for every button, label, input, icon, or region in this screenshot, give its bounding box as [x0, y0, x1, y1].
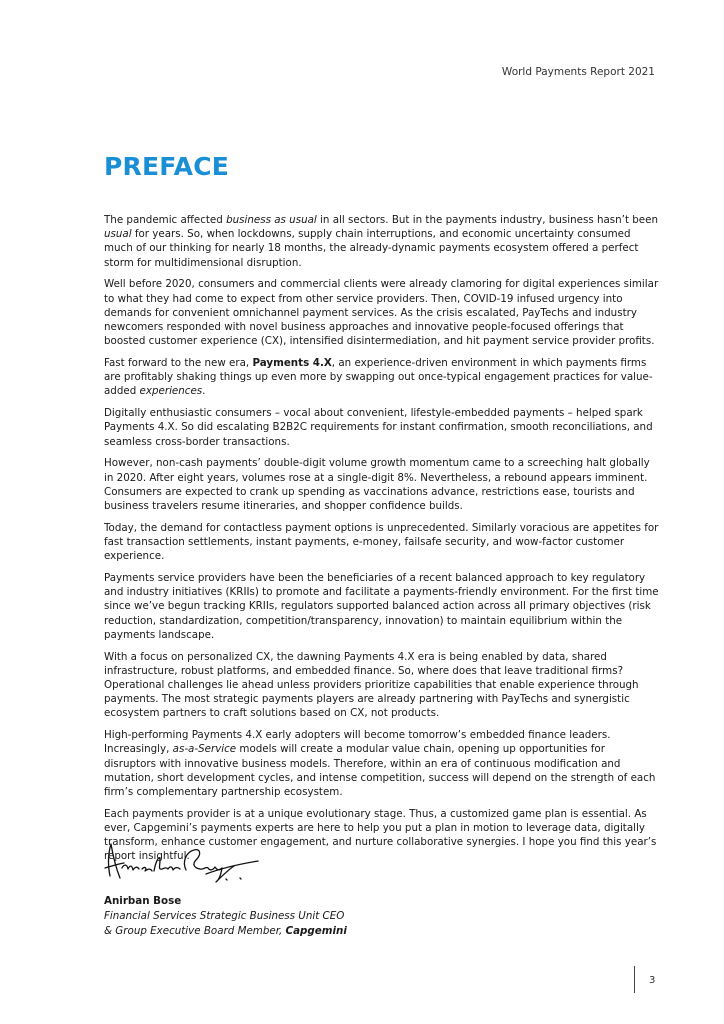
author-company: Capgemini — [285, 925, 347, 937]
p9-emphasis-as-a-service: as-a-Service — [172, 743, 237, 756]
p3-text-c: , an experience-driven environment in which payments firms are profitably shaking things up even more by swapping out once-typical engagement practices for value-added — [104, 357, 653, 398]
signature — [102, 838, 262, 890]
p1-emphasis-usual: usual — [104, 228, 132, 241]
author-name: Anirban Bose — [104, 895, 182, 907]
paragraph-3 — [104, 356, 660, 399]
preface-body — [104, 213, 660, 871]
p9-text-a: High-performing Payments 4.X early adopters will become tomorrow’s embedded finance leaders. Increasingly, — [104, 729, 611, 756]
paragraph-1 — [104, 213, 660, 270]
paragraph-7: Payments service providers have been the beneficiaries of a recent balanced approach to key regulatory and industry initiatives (KRIIs) to promote and facilitate a payments-friendly environment. For the first time since we’ve begun tracking KRIIs, regulators supported balanced action across all primary objectives (risk reduction, standardization, competition/transparency, innovation) to maintain equilibrium within the payments landscape. — [104, 572, 659, 641]
paragraph-2: Well before 2020, consumers and commercial clients were already clamoring for digital experiences similar to what they had come to expect from other service providers. Then, COVID-19 infused urgency into demands for convenient omnichannel payment services. As the crisis escalated, PayTechs and industry newcomers responded with novel business approaches and innovative people-focused offerings that boosted customer experience (CX), intensified disintermediation, and hit payment service provider profits. — [104, 278, 659, 348]
paragraph-6: Today, the demand for contactless payment options is unprecedented. Similarly voracious are appetites for fast transaction settlements, instant payments, e-money, failsafe security, and wow-factor customer experience. — [104, 521, 659, 563]
page-number: 3 — [649, 975, 656, 986]
paragraph-4: Digitally enthusiastic consumers – vocal about convenient, lifestyle-embedded payments – helped spark Payments 4.X. So did escalating B2B2C requirements for instant confirmation, smooth reconciliations, and seamless cross-border transactions. — [104, 407, 653, 448]
p3-text-e: . — [202, 385, 206, 398]
author-role-prefix: & Group Executive Board Member, — [104, 925, 286, 937]
p9-text-c: models will create a modular value chain, opening up opportunities for disruptors with innovative business models. Therefore, within an era of continuous modification and mutation, short development cycles, and intense competition, success will depend on the strength of each firm’s complementary partnership ecosystem. — [104, 743, 656, 799]
author-block — [104, 894, 347, 939]
paragraph-9 — [104, 728, 660, 799]
p3-text-a: Fast forward to the new era, — [104, 357, 253, 370]
paragraph-8: With a focus on personalized CX, the dawning Payments 4.X era is being enabled by data, shared infrastructure, robust platforms, and embedded finance. So, where does that leave traditional firms? Operational challenges lie ahead unless providers prioritize capabilities that enable experience through payments. The most strategic payments players are already partnering with PayTechs and synergistic ecosystem partners to craft solutions based on CX, not products. — [104, 650, 639, 720]
p1-text-e: for years. So, when lockdowns, supply chain interruptions, and economic uncertainty consumed much of our thinking for nearly 18 months, the already-dynamic payments ecosystem offered a perfect storm for multidimensional disruption. — [104, 228, 639, 269]
paragraph-10: Each payments provider is at a unique evolutionary stage. Thus, a customized game plan is essential. As ever, Capgemini’s payments experts are here to help you put a plan in motion to leverage data, digitally transform, enhance customer engagement, and nurture collaborative synergies. I hope you find this year’s report insightful. — [104, 807, 657, 863]
footer-divider — [634, 966, 635, 993]
p1-text-c: in all sectors. But in the payments industry, business hasn’t been — [316, 214, 659, 226]
p3-bold-payments-4x: Payments 4.X — [252, 357, 332, 370]
author-role-line-1: Financial Services Strategic Business Unit CEO — [104, 910, 345, 922]
paragraph-5: However, non-cash payments’ double-digit volume growth momentum came to a screeching halt globally in 2020. After eight years, volumes rose at a single-digit 8%. Nevertheless, a rebound appears imminent. Consumers are expected to crank up spending as vaccinations advance, restrictions ease, tourists and business travelers resume itineraries, and shopper confidence builds. — [104, 457, 650, 513]
page-title: PREFACE — [104, 152, 230, 181]
report-header: World Payments Report 2021 — [501, 66, 655, 78]
p3-emphasis-experiences: experiences — [139, 385, 203, 398]
p1-text-a: The pandemic affected — [104, 214, 227, 226]
p1-emphasis-business-as-usual: business as usual — [226, 214, 317, 226]
author-role-line-2 — [104, 924, 347, 939]
